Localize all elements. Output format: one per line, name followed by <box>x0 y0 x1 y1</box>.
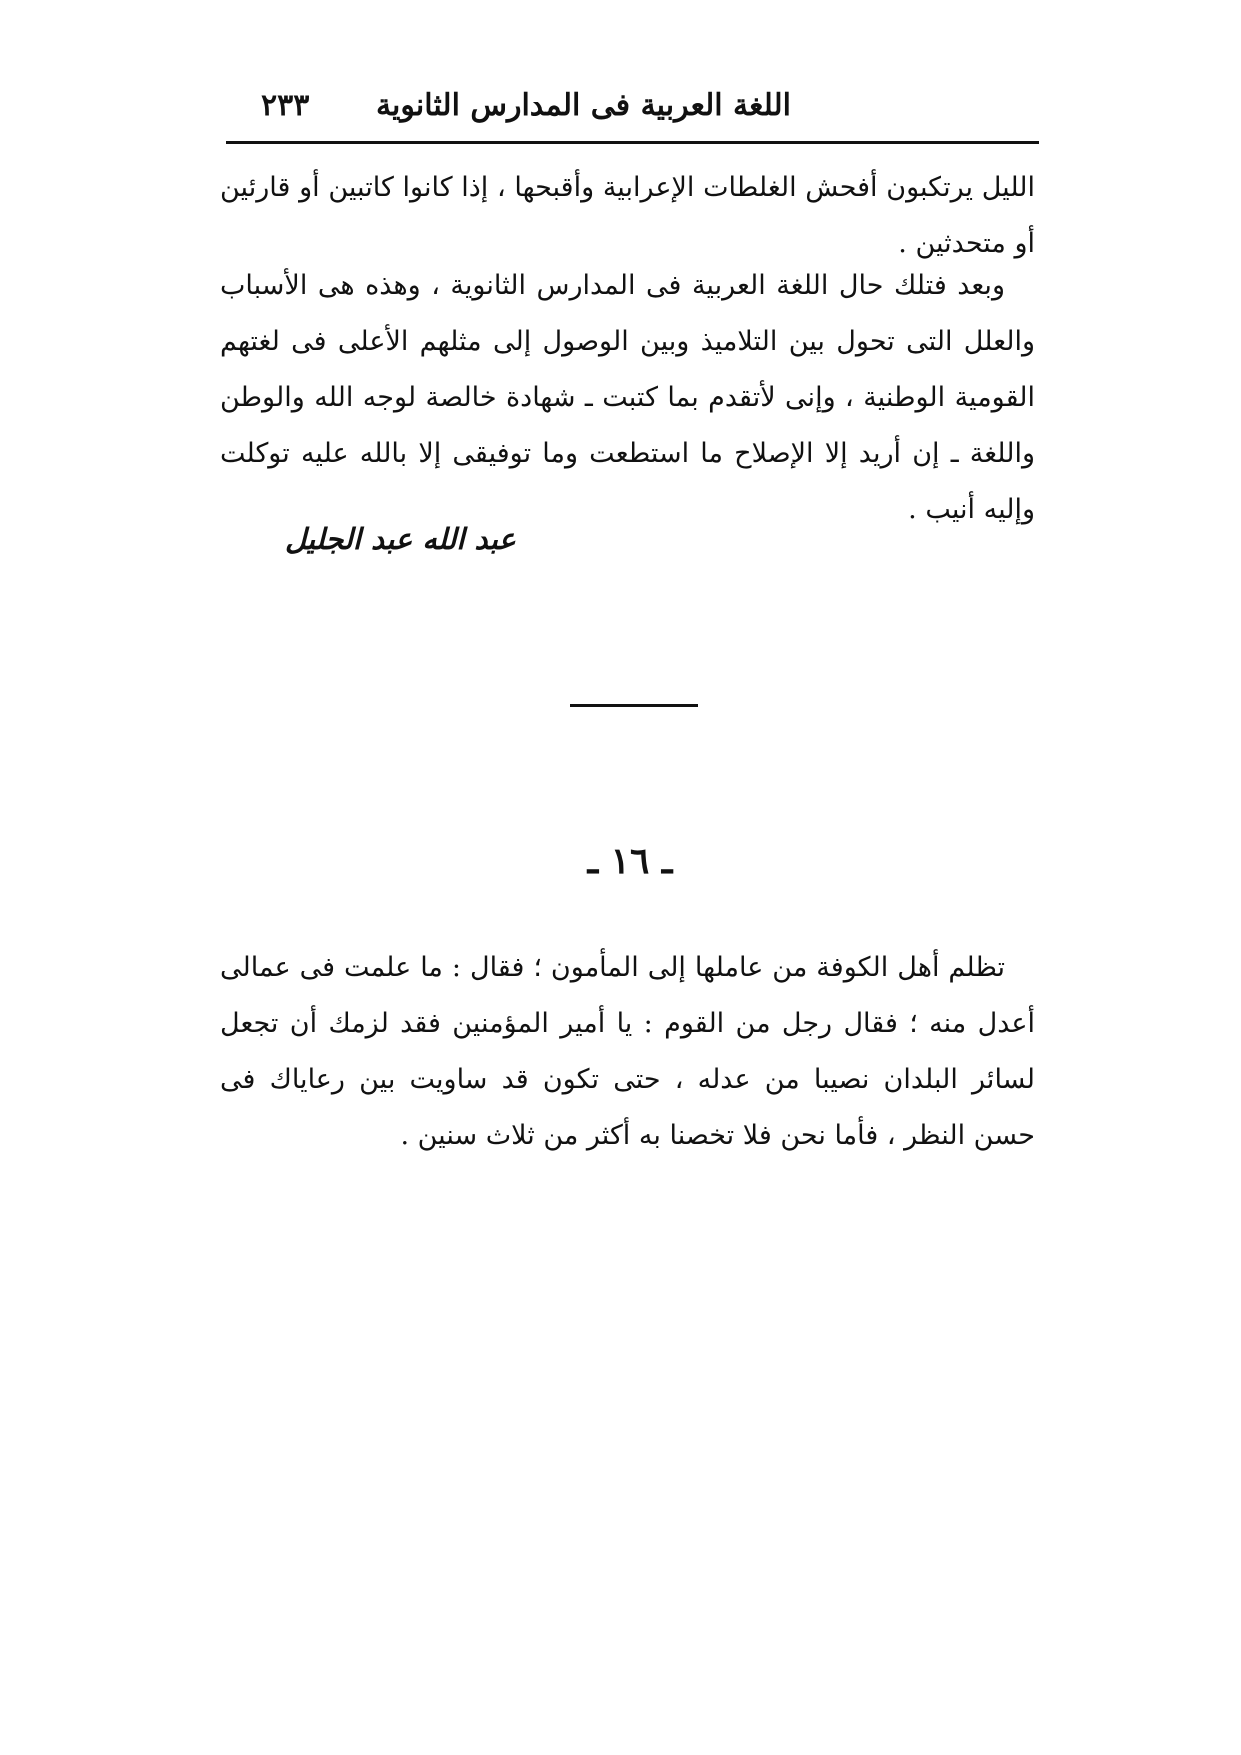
section-divider <box>570 704 698 707</box>
header-rule <box>226 141 1039 144</box>
page-number: ٢٣٣ <box>261 88 310 123</box>
section-paragraph: تظلم أهل الكوفة من عاملها إلى المأمون ؛ فقال : ما علمت فى عمالى أعدل منه ؛ فقال رجل من القوم : يا أمير المؤمنين فقد لزمك أن تجعل لسائر البلدان نصيبا من عدله ، حتى تكون قد ساويت بين رعاياك فى حسن النظر ، فأما نحن فلا تخصنا به أكثر من ثلاث سنين . <box>220 952 1035 1151</box>
running-header <box>226 82 1039 138</box>
header-title: اللغة العربية فى المدارس الثانوية <box>375 88 791 123</box>
paragraph-continued: الليل يرتكبون أفحش الغلطات الإعرابية وأقبحها ، إذا كانوا كاتبين أو قارئين أو متحدثين . <box>220 172 1035 259</box>
author-signature: عبد الله عبد الجليل <box>285 522 516 556</box>
paragraph-closing: وبعد فتلك حال اللغة العربية فى المدارس الثانوية ، وهذه هى الأسباب والعلل التى تحول بين التلاميذ وبين الوصول إلى مثلهم الأعلى فى لغتهم القومية الوطنية ، وإنى لأتقدم بما كتبت ـ شهادة خالصة لوجه الله والوطن واللغة ـ إن أريد إلا الإصلاح ما استطعت وما توفيقى إلا بالله عليه توكلت وإليه أنيب . <box>220 270 1035 525</box>
section-number: ـ ١٦ ـ <box>587 840 673 882</box>
